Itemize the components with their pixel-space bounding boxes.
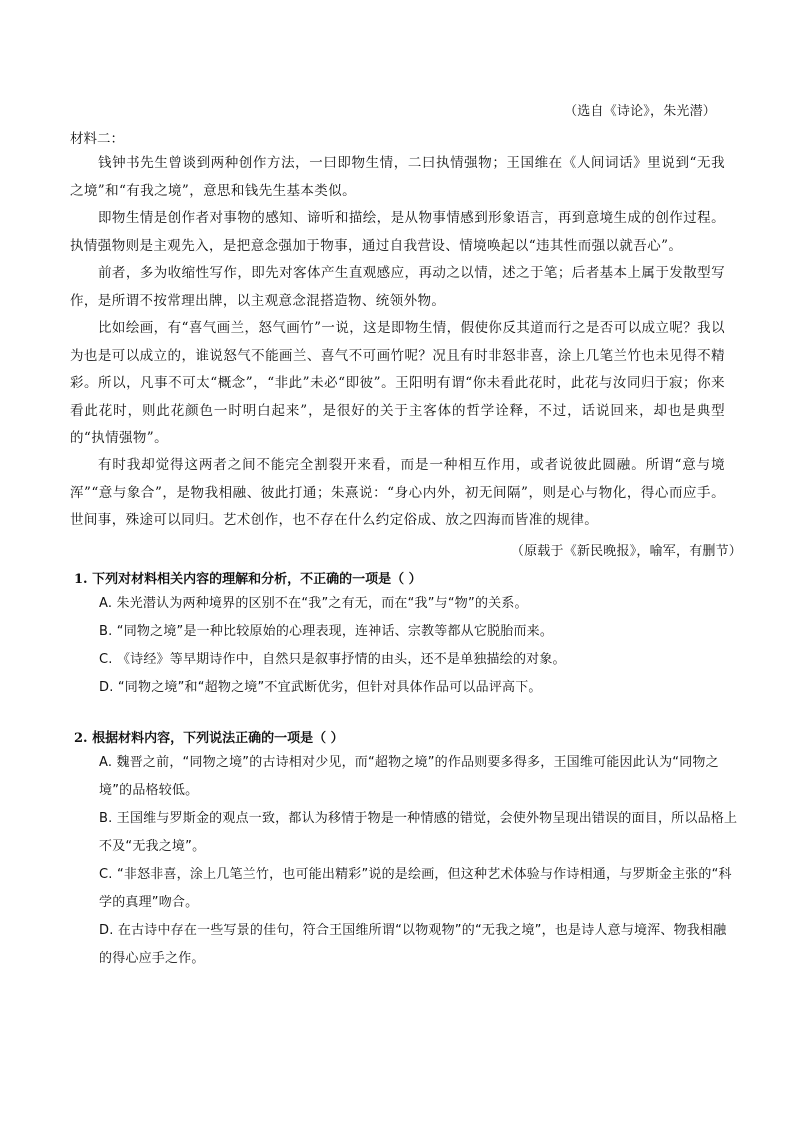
q2-option-b: B. 王国维与罗斯金的观点一致，都认为移情于物是一种情感的错觉，会使外物呈现出错误的面目，所以品格上不及“无我之境”。 xyxy=(99,811,738,854)
q2-option-c: C. “非怒非喜，涂上几笔兰竹，也可能出精彩”说的是绘画，但这种艺术体验与作诗相通，与罗斯金主张的“科学的真理”吻合。 xyxy=(99,867,732,910)
q2-option-d: D. 在古诗中存在一些写景的佳句，符合王国维所谓“以物观物”的“无我之境”，也是诗人意与境浑、物我相融的得心应手之作。 xyxy=(99,923,727,966)
paragraph-3: 前者，多为收缩性写作，即先对客体产生直观感应，再动之以情，述之于笔；后者基本上属于发散型写作，是所谓不按常理出牌，以主观意念混搭造物、统领外物。 xyxy=(70,265,725,309)
paragraph-2: 即物生情是创作者对事物的感知、谛听和描绘，是从物事情感到形象语言，再到意境生成的创作过程。执情强物则是主观先入，是把意念强加于物事，通过自我营设、情境唤起以“违其性而强以就吾心”。 xyxy=(70,210,725,254)
paragraph-5: 有时我却觉得这两者之间不能完全割裂开来看，而是一种相互作用，或者说彼此圆融。所谓“意与境浑”“意与象合”，是物我相融、彼此打通；朱熹说：“身心内外，初无间隔”，则是心与物化，得心而应手。世间事，殊途可以同归。艺术创作，也不存在什么约定俗成、放之四海而皆准的规律。 xyxy=(70,457,725,528)
question-2-title: 2. 根据材料内容，下列说法正确的一项是（ ） xyxy=(74,731,344,746)
paragraph-4: 比如绘画，有“喜气画兰，怒气画竹”一说，这是即物生情，假使你反其道而行之是否可以成立呢？我以为也是可以成立的，谁说怒气不能画兰、喜气不可画竹呢？况且有时非怒非喜，涂上几笔兰竹也未见得不精彩。所以，凡事不可太“概念”，“非此”未必“即彼”。王阳明有谓“你未看此花时，此花与汝同归于寂；你来看此花时，则此花颜色一时明白起来”，是很好的关于主客体的哲学诠释，不过，话说回来，却也是典型的“执情强物”。 xyxy=(70,320,725,446)
material-2-label: 材料二： xyxy=(70,131,124,147)
q1-option-c: C. 《诗经》等早期诗作中，自然只是叙事抒情的由头，还不是单独描绘的对象。 xyxy=(99,652,566,667)
q2-option-a: A. 魏晋之前，“同物之境”的古诗相对少见，而“超物之境”的作品则要多得多，王国维可能因此认为“同物之境”的品格较低。 xyxy=(99,755,719,798)
source-citation-2: （原载于《新民晚报》，喻军，有删节） xyxy=(510,544,742,559)
q1-option-b: B. “同物之境”是一种比较原始的心理表现，连神话、宗教等都从它脱胎而来。 xyxy=(99,624,554,639)
paragraph-1: 钱钟书先生曾谈到两种创作方法，一曰即物生情，二曰执情强物；王国维在《人间词话》里说到“无我之境”和“有我之境”，意思和钱先生基本类似。 xyxy=(70,155,725,199)
q1-option-a: A. 朱光潜认为两种境界的区别不在“我”之有无，而在“我”与“物”的关系。 xyxy=(99,596,528,611)
question-1-title: 1. 下列对材料相关内容的理解和分析，不正确的一项是（ ） xyxy=(74,572,422,587)
source-citation-1: （选自《诗论》，朱光潜） xyxy=(564,104,716,119)
q1-option-d: D. “同物之境”和“超物之境”不宜武断优劣，但针对具体作品可以品评高下。 xyxy=(99,680,542,695)
